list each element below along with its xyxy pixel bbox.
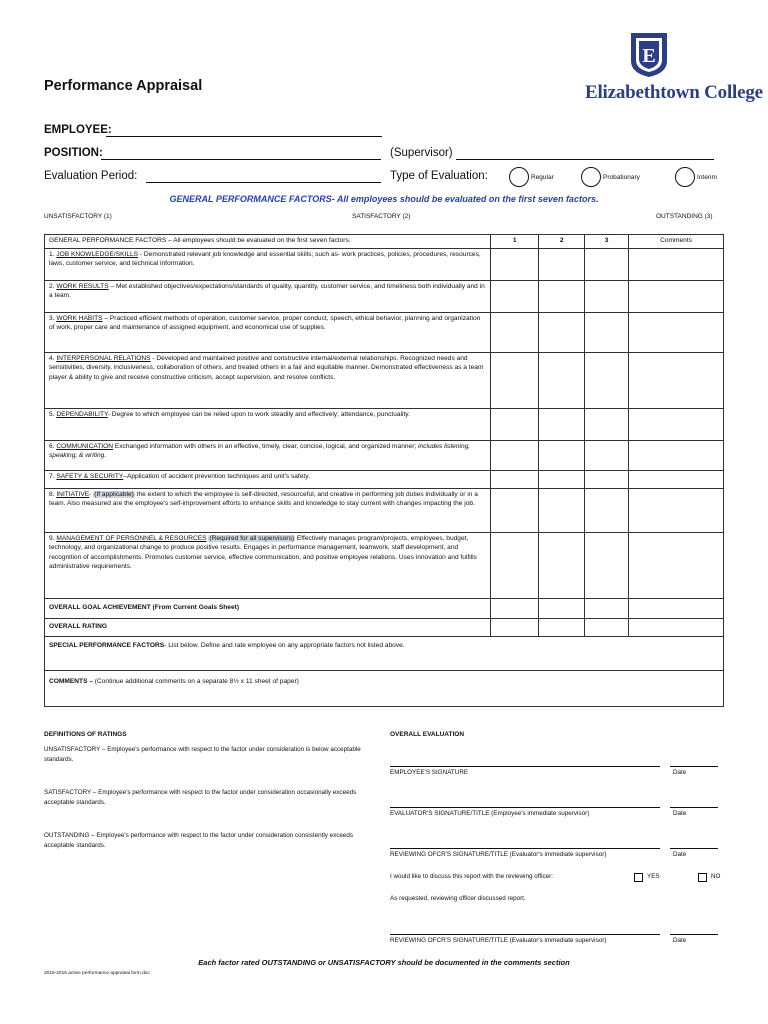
overall-goal-achievement: OVERALL GOAL ACHIEVEMENT (From Current Goals Sheet) (45, 598, 491, 618)
required-supervisors-badge: (Required for all supervisors) (209, 534, 295, 542)
document-filename: 2015-2016 active performance appraisal form.doc (44, 971, 150, 976)
rating-3-cell[interactable] (585, 598, 629, 618)
rating-2-cell[interactable] (539, 352, 585, 408)
supervisor-field[interactable] (456, 158, 714, 160)
comments-row[interactable] (45, 670, 724, 706)
regular-label: Regular (531, 174, 554, 181)
discuss-text: I would like to discuss this report with the reviewing officer: (390, 873, 553, 880)
employee-signature-line[interactable] (390, 765, 660, 767)
special-factors-cell[interactable]: SPECIAL PERFORMANCE FACTORS- List below. Define and rate employee on any appropriate factors not listed above. (45, 636, 724, 670)
comments-cell[interactable] (629, 618, 724, 636)
special-factors-row[interactable] (45, 636, 724, 670)
rating-2-cell[interactable] (539, 440, 585, 470)
factor-interpersonal-relations: 4. INTERPERSONAL RELATIONS - Developed and maintained positive and constructive internal/external relationships. Recognized needs and sensitivities, diversity, inclusiveness, collaboration of others, and treated others in a fair and equitable manner. Demonstrated effectiveness as a team player & ability to give and receive constructive criticism, accept supervision, and resolve conflicts. (45, 352, 491, 408)
evaluation-period-field[interactable] (146, 181, 381, 183)
comments-cell-wide[interactable]: COMMENTS – (Continue additional comments on a separate 8½ x 11 sheet of paper) (45, 670, 724, 706)
comments-cell[interactable] (629, 248, 724, 280)
table-row (45, 618, 724, 636)
if-applicable-badge: (If applicable) (94, 490, 134, 498)
evaluator-signature-label: EVALUATOR'S SIGNATURE/TITLE (Employee's immediate supervisor) (390, 810, 590, 817)
comments-cell[interactable] (629, 470, 724, 488)
table-row (45, 532, 724, 598)
probationary-radio[interactable] (581, 167, 601, 187)
page-title: Performance Appraisal (44, 78, 203, 94)
rating-3-cell[interactable] (585, 248, 629, 280)
table-row (45, 408, 724, 440)
reviewing-date-line[interactable] (670, 847, 718, 849)
seal-initial: E (642, 45, 656, 67)
factor-work-results: 2. WORK RESULTS – Met established objectives/expectations/standards of quality, quantity, customer service, and timeliness both individually and in a team. (45, 280, 491, 312)
rating-3-cell[interactable] (585, 352, 629, 408)
scale-satisfactory: SATISFACTORY (2) (352, 213, 411, 220)
reviewing-signature-line[interactable] (390, 847, 660, 849)
factor-initiative: 8. INITIATIVE- (If applicable) the extent to which the employee is self-directed, resourceful, and creative in performing job duties individually or in a team. Also measured are the employee's self-improvement efforts to enhance skills and knowledge to stay current with changes impacting the job. (45, 488, 491, 532)
table-row (45, 312, 724, 352)
evaluation-period-label: Evaluation Period: (44, 170, 138, 182)
rating-3-cell[interactable] (585, 532, 629, 598)
table-row (45, 598, 724, 618)
header-comments: Comments (629, 235, 724, 249)
no-checkbox[interactable] (698, 873, 707, 882)
scale-unsatisfactory: UNSATISFACTORY (1) (44, 213, 112, 220)
rating-2-cell[interactable] (539, 312, 585, 352)
rating-1-cell[interactable] (491, 440, 539, 470)
reviewing-signature-label: REVIEWING OFCR'S SIGNATURE/TITLE (Evaluator's immediate supervisor) (390, 851, 607, 858)
factor-job-knowledge: 1. JOB KNOWLEDGE/SKILLS - Demonstrated relevant job knowledge and essential skills; such as- work practices, policies, procedures, resources, laws, customer service, and technical information. (45, 248, 491, 280)
evaluator-date-line[interactable] (670, 806, 718, 808)
def-satisfactory: SATISFACTORY – Employee's performance with respect to the factor under consideration occasionally exceeds acceptable standards. (44, 789, 357, 806)
position-label: POSITION: (44, 147, 103, 159)
rating-2-cell[interactable] (539, 280, 585, 312)
factor-safety-security: 7. SAFETY & SECURITY–Application of accident prevention techniques and unit's safety. (45, 470, 491, 488)
factor-dependability: 5. DEPENDABILITY- Degree to which employee can be relied upon to work steadily and effectively; attendance, punctuality. (45, 408, 491, 440)
comments-cell[interactable] (629, 598, 724, 618)
comments-cell[interactable] (629, 352, 724, 408)
rating-1-cell[interactable] (491, 532, 539, 598)
rating-3-cell[interactable] (585, 408, 629, 440)
table-row (45, 488, 724, 532)
yes-label: YES (647, 873, 660, 880)
evaluation-type-label: Type of Evaluation: (390, 170, 488, 182)
rating-1-cell[interactable] (491, 488, 539, 532)
rating-1-cell[interactable] (491, 248, 539, 280)
probationary-label: Probationary (603, 174, 640, 181)
comments-cell[interactable] (629, 280, 724, 312)
no-label: NO (711, 873, 721, 880)
def-outstanding: OUTSTANDING – Employee's performance with respect to the factor under consideration consistently exceeds acceptable standards. (44, 832, 354, 849)
performance-factors-table (44, 234, 724, 707)
overall-rating: OVERALL RATING (45, 618, 491, 636)
comments-cell[interactable] (629, 488, 724, 532)
rating-2-cell[interactable] (539, 248, 585, 280)
overall-evaluation-label: OVERALL EVALUATION (390, 731, 465, 738)
evaluator-signature-line[interactable] (390, 806, 660, 808)
employee-label: EMPLOYEE: (44, 124, 112, 136)
employee-field[interactable] (106, 135, 382, 137)
footer-note: Each factor rated OUTSTANDING or UNSATISFACTORY should be documented in the comments section (198, 958, 570, 967)
yes-checkbox[interactable] (634, 873, 643, 882)
rating-1-cell[interactable] (491, 470, 539, 488)
employee-signature-label: EMPLOYEE'S SIGNATURE (390, 769, 469, 776)
comments-cell[interactable] (629, 312, 724, 352)
header-col-1: 1 (491, 235, 539, 249)
definitions-heading: DEFINITIONS OF RATINGS (44, 731, 127, 738)
college-logo-text: Elizabethtown College (585, 82, 763, 103)
table-row (45, 352, 724, 408)
rating-2-cell[interactable] (539, 470, 585, 488)
header-col-2: 2 (539, 235, 585, 249)
rating-1-cell[interactable] (491, 598, 539, 618)
rating-1-cell[interactable] (491, 408, 539, 440)
comments-cell[interactable] (629, 408, 724, 440)
rating-3-cell[interactable] (585, 470, 629, 488)
reviewing-signature-label-2: REVIEWING OFCR'S SIGNATURE/TITLE (Evaluator's immediate supervisor) (390, 937, 607, 944)
reviewing-signature-line-2[interactable] (390, 933, 660, 935)
reviewing-date-label: Date (673, 851, 687, 858)
rating-2-cell[interactable] (539, 532, 585, 598)
table-row (45, 470, 724, 488)
rating-3-cell[interactable] (585, 488, 629, 532)
rating-1-cell[interactable] (491, 618, 539, 636)
table-header-row (45, 235, 724, 249)
rating-1-cell[interactable] (491, 312, 539, 352)
rating-2-cell[interactable] (539, 488, 585, 532)
table-row (45, 248, 724, 280)
header-col-3: 3 (585, 235, 629, 249)
factor-management: 9. MANAGEMENT OF PERSONNEL & RESOURCES (Required for all supervisors) Effectively manages program/projects, employees, budget, technology, and organizational change to produce positive results. Engages in performance management, teamwork, staff development, and recognition of accomplishments. Promotes customer service, effective communication, and positive employee relations. Uses innovation and fulfills administrative requirements. (45, 532, 491, 598)
interim-label: Interim (697, 174, 717, 181)
position-field[interactable] (101, 158, 381, 160)
comments-cell[interactable] (629, 532, 724, 598)
employee-date-line[interactable] (670, 765, 718, 767)
rating-1-cell[interactable] (491, 280, 539, 312)
factor-work-habits: 3. WORK HABITS – Practiced efficient methods of operation, customer service, proper conduct, speech, ethical behavior, planning and organization of work, proper care and maintenance of assigned equipment, and economical use of supplies. (45, 312, 491, 352)
rating-3-cell[interactable] (585, 312, 629, 352)
general-factors-heading: GENERAL PERFORMANCE FACTORS- All employees should be evaluated on the first seven factors. (169, 194, 599, 204)
rating-3-cell[interactable] (585, 440, 629, 470)
supervisor-label: (Supervisor) (390, 147, 453, 159)
interim-radio[interactable] (675, 167, 695, 187)
header-desc: GENERAL PERFORMANCE FACTORS – All employees should be evaluated on the first seven factors. (45, 235, 491, 249)
scale-outstanding: OUTSTANDING (3) (656, 213, 713, 220)
comments-cell[interactable] (629, 440, 724, 470)
rating-2-cell[interactable] (539, 598, 585, 618)
college-seal-icon (627, 29, 671, 79)
rating-1-cell[interactable] (491, 352, 539, 408)
factor-communication: 6. COMMUNICATION Exchanged information with others in an effective, timely, clear, concise, logical, and organized manner; includes listening, speaking, & writing. (45, 440, 491, 470)
reviewing-date-line-2[interactable] (670, 933, 718, 935)
rating-2-cell[interactable] (539, 618, 585, 636)
rating-3-cell[interactable] (585, 618, 629, 636)
table-row (45, 280, 724, 312)
evaluator-date-label: Date (673, 810, 687, 817)
def-unsatisfactory: UNSATISFACTORY – Employee's performance with respect to the factor under consideration is below acceptable standards. (44, 746, 361, 763)
table-row (45, 440, 724, 470)
reviewing-date-label-2: Date (673, 937, 687, 944)
regular-radio[interactable] (509, 167, 529, 187)
requested-text: As requested, reviewing officer discussed report. (390, 895, 526, 902)
rating-2-cell[interactable] (539, 408, 585, 440)
employee-date-label: Date (673, 769, 687, 776)
rating-3-cell[interactable] (585, 280, 629, 312)
